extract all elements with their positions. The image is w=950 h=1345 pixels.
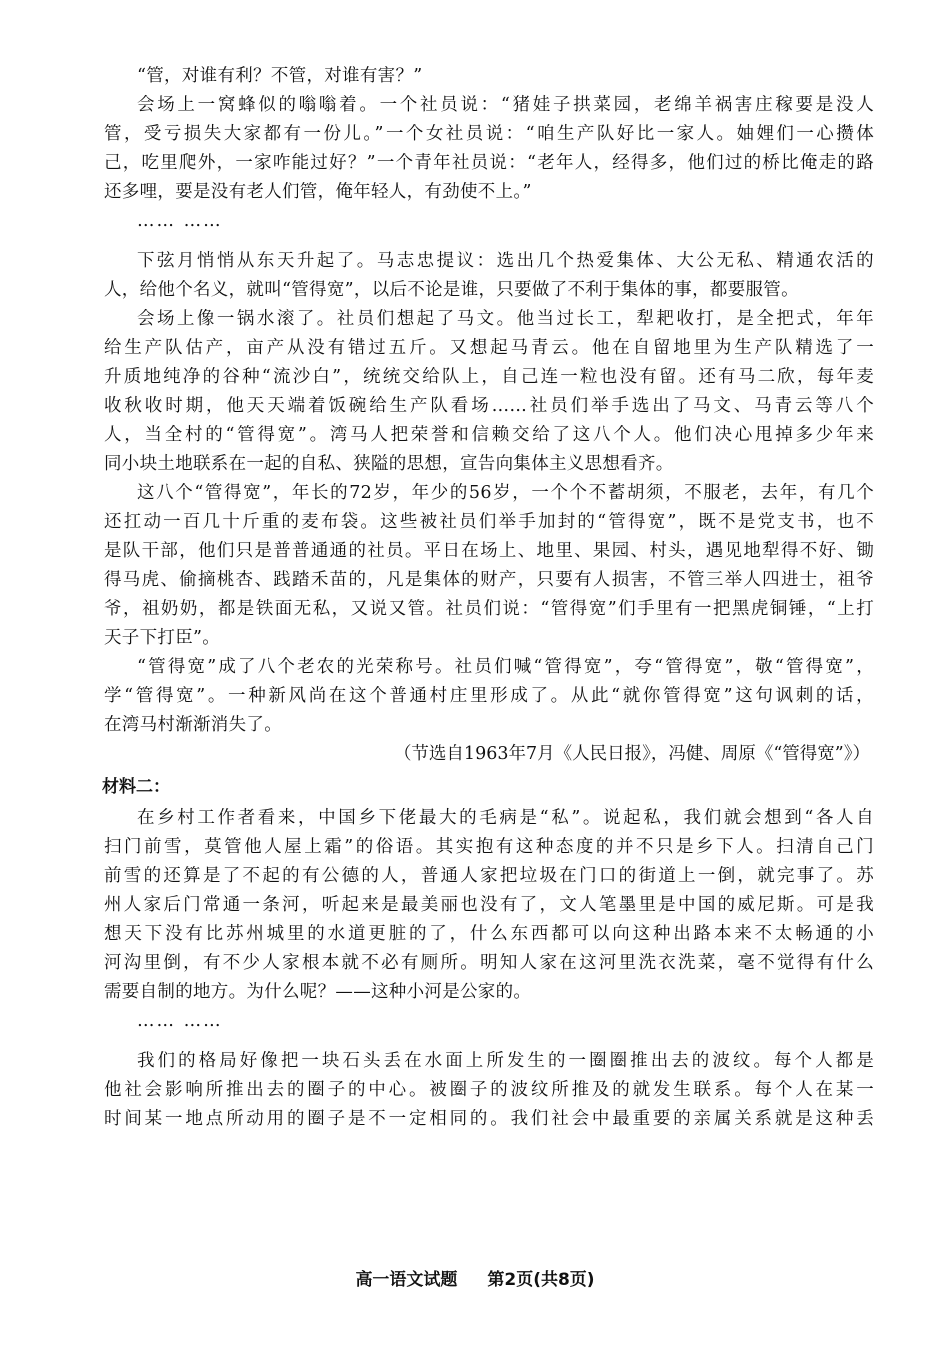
text-line: 会场上像一锅水滚了。社员们想起了马文。他当过长工，犁耙收打，是全把式，年年 — [137, 309, 874, 329]
paragraph — [104, 479, 874, 653]
paragraph — [104, 1047, 874, 1134]
text-line: 在湾马村渐渐消失了。 — [104, 715, 282, 735]
text-line: 下弦月悄悄从东天升起了。马志忠提议：选出几个热爱集体、大公无私、精通农活的 — [137, 251, 874, 271]
text-line: 这八个“管得宽”，年长的72岁，年少的56岁，一个个不蓄胡须，不服老，去年，有几个 — [137, 483, 874, 503]
text-line: 我们的格局好像把一块石头丢在水面上所发生的一圈圈推出去的波纹。每个人都是 — [137, 1051, 874, 1071]
text-line: 天子下打臣”。 — [104, 628, 221, 648]
paragraph — [104, 653, 874, 740]
ellipsis-omission: …… …… — [137, 211, 223, 231]
paragraph — [104, 62, 874, 91]
text-line: 是队干部，他们只是普普通通的社员。平日在场上、地里、果园、村头，遇见地犁得不好、锄 — [104, 541, 874, 561]
text-line: 他社会影响所推出去的圈子的中心。被圈子的波纹所推及的就发生联系。每个人在某一 — [104, 1080, 874, 1100]
text-line: “管，对谁有利？不管，对谁有害？” — [137, 66, 423, 86]
paragraph — [104, 305, 874, 479]
text-line: 州人家后门常通一条河，听起来是最美丽也没有了，文人笔墨里是中国的威尼斯。可是我 — [104, 895, 874, 915]
text-line: 前雪的还算是了不起的有公德的人，普通人家把垃圾在门口的街道上一倒，就完事了。苏 — [104, 866, 874, 886]
text-line: 在乡村工作者看来，中国乡下佬最大的毛病是“私”。说起私，我们就会想到“各人自 — [137, 808, 874, 828]
text-line: 收秋收时期，他天天端着饭碗给生产队看场……社员们举手选出了马文、马青云等八个 — [104, 396, 874, 416]
text-line: 得马虎、偷摘桃杏、践踏禾苗的，凡是集体的财产，只要有人损害，不管三举人四进士，祖爷 — [104, 570, 874, 590]
text-line: 河沟里倒，有不少人家根本就不必有厕所。明知人家在这河里洗衣洗菜，毫不觉得有什么 — [104, 953, 874, 973]
paragraph — [104, 91, 874, 207]
text-line: 想天下没有比苏州城里的水道更脏的了，什么东西都可以向这种出路本来不太畅通的小 — [104, 924, 874, 944]
text-line: 扫门前雪，莫管他人屋上霜”的俗语。其实抱有这种态度的并不只是乡下人。扫清自己门 — [104, 837, 874, 857]
ellipsis-omission: …… …… — [137, 1011, 223, 1031]
text-line: 管，受亏损失大家都有一份儿。”一个女社员说：“咱生产队好比一家人。妯娌们一心攒体 — [104, 124, 874, 144]
text-line: 同小块土地联系在一起的自私、狭隘的思想，宣告向集体主义思想看齐。 — [104, 454, 674, 474]
text-line: 需要自制的地方。为什么呢？——这种小河是公家的。 — [104, 982, 532, 1002]
page-footer — [0, 1268, 950, 1292]
footer-page-number: 第2页(共8页) — [487, 1270, 595, 1290]
text-line: 人，给他个名义，就叫“管得宽”，以后不论是谁，只要做了不利于集体的事，都要服管。 — [104, 280, 799, 300]
text-line: 学“管得宽”。一种新风尚在这个普通村庄里形成了。从此“就你管得宽”这句讽刺的话， — [104, 686, 874, 706]
page-body — [104, 62, 874, 1134]
text-line: 时间某一地点所动用的圈子是不一定相同的。我们社会中最重要的亲属关系就是这种丢 — [104, 1109, 874, 1129]
footer-title: 高一语文试题 — [355, 1270, 458, 1290]
text-line: 人，当全村的“管得宽”。湾马人把荣誉和信赖交给了这八个人。他们决心甩掉多少年来 — [104, 425, 874, 445]
text-line: 给生产队估产，亩产从没有错过五斤。又想起马青云。他在自留地里为生产队精选了一 — [104, 338, 874, 358]
paragraph — [104, 804, 874, 1007]
text-line: 还扛动一百几十斤重的麦布袋。这些被社员们举手加封的“管得宽”，既不是党支书，也不 — [104, 512, 874, 532]
source-citation: （节选自1963年7月《人民日报》，冯健、周原《“管得宽”》） — [393, 744, 870, 764]
text-line: 己，吃里爬外，一家咋能过好？”一个青年社员说：“老年人，经得多，他们过的桥比俺走的路 — [104, 153, 874, 173]
section-heading: 材料二： — [102, 777, 170, 797]
paragraph — [104, 247, 874, 305]
text-line: 还多哩，要是没有老人们管，俺年轻人，有劲使不上。” — [104, 182, 532, 202]
text-line: 会场上一窝蜂似的嗡嗡着。一个社员说：“猪娃子拱菜园，老绵羊祸害庄稼要是没人 — [137, 95, 874, 115]
text-line: 升质地纯净的谷种“流沙白”，统统交给队上，自己连一粒也没有留。还有马二欣，每年麦 — [104, 367, 874, 387]
text-line: “管得宽”成了八个老农的光荣称号。社员们喊“管得宽”，夸“管得宽”，敬“管得宽”， — [137, 657, 874, 677]
text-line: 爷，祖奶奶，都是铁面无私，又说又管。社员们说：“管得宽”们手里有一把黑虎铜锤，“上打 — [104, 599, 874, 619]
